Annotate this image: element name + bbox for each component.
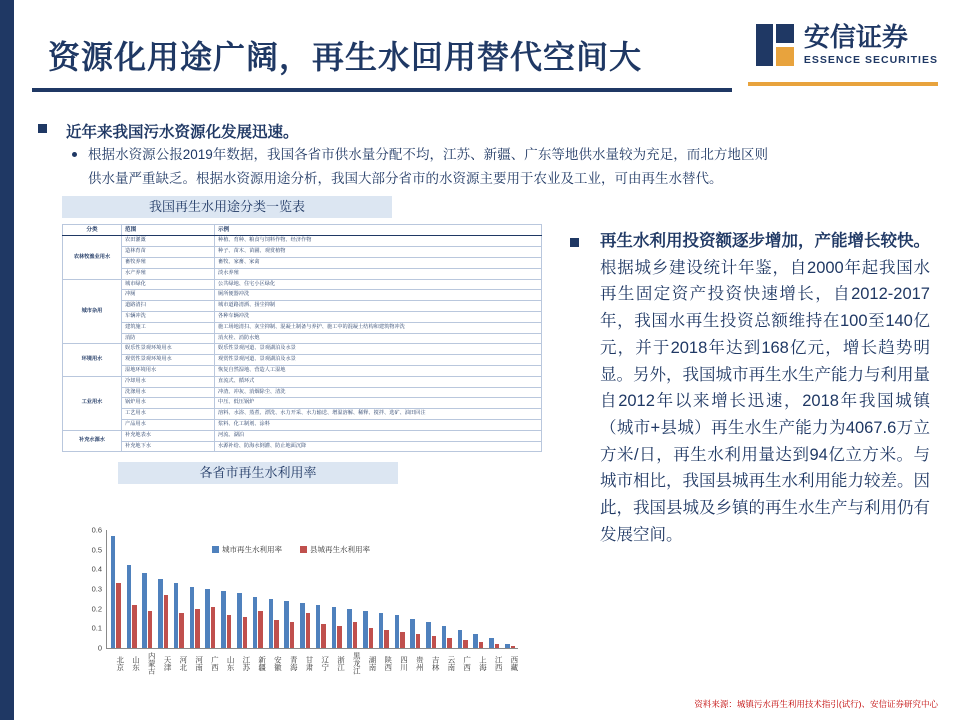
chart-bar-city — [284, 601, 289, 648]
table-cell-example: 水源补给、防海水倒灌、防止地面沉降 — [215, 441, 542, 452]
table-cell-use: 冲厕 — [122, 290, 215, 301]
table-cell-use: 道路清扫 — [122, 301, 215, 312]
chart-bar-group — [155, 530, 171, 648]
chart-bar-group — [360, 530, 376, 648]
table-cell-use: 湿地环境用水 — [122, 365, 215, 376]
table-cell-example: 恢复自然湿地、营造人工湿地 — [215, 365, 542, 376]
chart-bar-county — [195, 609, 200, 648]
chart-y-axis — [62, 525, 106, 653]
chart-bar-group — [502, 530, 518, 648]
legend-item-city: 城市再生水利用率 — [212, 544, 282, 555]
table-cell-example: 消火栓、消防水炮 — [215, 333, 542, 344]
table-cell-example: 畜牧、家畜、家禽 — [215, 257, 542, 268]
chart-bar-city — [410, 619, 415, 649]
chart-bar-group — [187, 530, 203, 648]
brand-logo — [756, 24, 938, 66]
chart-x-tick: 黑龙江 — [352, 652, 362, 675]
table-cell-category: 补充水源水 — [63, 430, 122, 452]
table-cell-category: 农林牧渔业用水 — [63, 236, 122, 279]
chart-x-tick: 湖南 — [368, 655, 378, 671]
chart-x-tick: 青海 — [289, 655, 299, 671]
chart-bar-county — [211, 607, 216, 648]
chart-bar-city — [442, 626, 447, 648]
table-cell-example: 娱乐性景观河道、景观湖泊及水景 — [215, 344, 542, 355]
chart-x-tick: 广西 — [210, 655, 220, 671]
chart-x-tick: 河北 — [178, 655, 188, 671]
table-row — [63, 333, 542, 344]
table-cell-use: 车辆冲洗 — [122, 311, 215, 322]
table-row — [63, 430, 542, 441]
chart-bar-group — [439, 530, 455, 648]
table-cell-example: 公共绿地、住宅小区绿化 — [215, 279, 542, 290]
table-cell-use: 锅炉用水 — [122, 398, 215, 409]
chart-y-tick: 0.1 — [91, 623, 102, 633]
table-cell-use: 水产养殖 — [122, 268, 215, 279]
table-cell-use: 补充地表水 — [122, 430, 215, 441]
chart-x-tick: 江苏 — [241, 655, 251, 671]
chart-bar-city — [489, 638, 494, 648]
chart-bar-city — [158, 579, 163, 648]
chart-x-tick: 天津 — [163, 655, 173, 671]
table-cell-example: 淡水养殖 — [215, 268, 542, 279]
chart-x-tick: 新疆 — [257, 655, 267, 671]
table-row — [63, 441, 542, 452]
table-cell-example: 溶料、水浴、蒸煮、漂洗、水力开采、水力输送、增温溶解、稀释、搅拌、选矿、油田回注 — [215, 409, 542, 420]
bullet-level2-text: 根据水资源公报2019年数据，我国各省市供水量分配不均，江苏、新疆、广东等地供水量较为充足，而北方地区则供水量严重缺乏。根据水资源用途分析，我国大部分省市的水资源主要用于农业及工业，可由再生水替代。 — [88, 147, 768, 186]
chart-y-tick: 0.6 — [91, 525, 102, 535]
chart-bar-county — [258, 611, 263, 648]
table-row — [63, 398, 542, 409]
chart-bar-group — [108, 530, 124, 648]
table-cell-category: 城市杂用 — [63, 279, 122, 344]
table-cell-example: 种子、苗木、苗圃、观赏植物 — [215, 247, 542, 258]
reuse-rate-chart — [62, 520, 542, 695]
table-cell-example: 种植、育种、粮食与饲料作物、经济作物 — [215, 236, 542, 247]
table-cell-example: 浆料、化工制剂、涂料 — [215, 419, 542, 430]
table-row — [63, 344, 542, 355]
chart-x-tick: 江西 — [494, 655, 504, 671]
right-paragraph-lead: 再生水利用投资额逐步增加，产能增长较快。 — [600, 232, 930, 250]
table-cell-example: 河流、湖泊 — [215, 430, 542, 441]
chart-bar-group — [266, 530, 282, 648]
chart-bar-county — [132, 605, 137, 648]
chart-x-tick: 北京 — [115, 655, 125, 671]
chart-bar-group — [408, 530, 424, 648]
chart-bar-group — [344, 530, 360, 648]
table-cell-use: 农田灌溉 — [122, 236, 215, 247]
table-cell-example: 施工场地清扫、灰尘抑制、混凝土制备与养护、施工中的混凝土结构和建筑物冲洗 — [215, 322, 542, 333]
table-row — [63, 365, 542, 376]
table-row — [63, 236, 542, 247]
table-cell-use: 造林育苗 — [122, 247, 215, 258]
chart-bar-county — [495, 644, 500, 648]
table-cell-category: 环境用水 — [63, 344, 122, 376]
chart-x-tick: 陕西 — [383, 655, 393, 671]
chart-bar-group — [313, 530, 329, 648]
chart-y-tick: 0 — [97, 643, 102, 653]
table-cell-use: 观赏性景观环境用水 — [122, 355, 215, 366]
chart-bar-county — [447, 638, 452, 648]
chart-bar-city — [300, 603, 305, 648]
chart-bar-county — [400, 632, 405, 648]
chart-bar-group — [297, 530, 313, 648]
chart-bar-county — [416, 634, 421, 648]
chart-bar-city — [127, 565, 132, 648]
chart-bar-city — [379, 613, 384, 648]
chart-bar-group — [486, 530, 502, 648]
table-cell-use: 产品用水 — [122, 419, 215, 430]
chart-bar-group — [329, 530, 345, 648]
chart-bar-city — [347, 609, 352, 648]
chart-bar-county — [116, 583, 121, 648]
chart-x-tick: 四川 — [399, 655, 409, 671]
logo-name-en: ESSENCE SECURITIES — [803, 53, 938, 66]
chart-bar-county — [432, 636, 437, 648]
chart-bar-city — [395, 615, 400, 648]
table-cell-category: 工业用水 — [63, 376, 122, 430]
chart-bar-city — [237, 593, 242, 648]
chart-bar-group — [203, 530, 219, 648]
table-row — [63, 268, 542, 279]
chart-x-tick: 云南 — [446, 655, 456, 671]
chart-bar-group — [124, 530, 140, 648]
chart-x-tick: 广西 — [462, 655, 472, 671]
chart-bar-county — [321, 624, 326, 648]
chart-bar-county — [369, 628, 374, 648]
chart-x-tick: 西藏 — [509, 655, 519, 671]
table-cell-example: 中压、低压锅炉 — [215, 398, 542, 409]
chart-bar-city — [205, 589, 210, 648]
table-row — [63, 279, 542, 290]
table-cell-use: 建筑施工 — [122, 322, 215, 333]
chart-y-axis-line — [106, 530, 107, 648]
logo-name-cn: 安信证券 — [803, 22, 908, 53]
reclaimed-water-use-table — [62, 224, 542, 452]
right-paragraph-body: 根据城乡建设统计年鉴，自2000年起我国水再生固定资产投资快速增长，自2012-2017年，我国水再生投资总额维持在100至140亿元，并于2018年达到168亿元，增长趋势明显。另外，我国城市再生水生产能力与利用量自2012年以来增长迅速，2018年我国城镇（城市+县城）再生水生产能力为4067.6万立方米/日，再生水利用量达到94亿立方米。与城市相比，我国县城再生水利用能力较差。因此，我国县城及乡镇的再生水生产与利用仍有发展空间。 — [600, 258, 930, 544]
left-accent-bar — [0, 0, 14, 720]
chart-bar-city — [332, 607, 337, 648]
table-header-row — [63, 225, 542, 236]
chart-x-tick: 甘肃 — [304, 655, 314, 671]
chart-bar-city — [363, 611, 368, 648]
chart-bar-group — [281, 530, 297, 648]
chart-bar-group — [218, 530, 234, 648]
chart-bar-city — [426, 622, 431, 648]
table-row — [63, 301, 542, 312]
chart-bar-group — [392, 530, 408, 648]
chart-bar-city — [221, 591, 226, 648]
right-paragraph — [600, 228, 930, 549]
chart-bar-group — [250, 530, 266, 648]
table-cell-use: 畜牧养殖 — [122, 257, 215, 268]
chart-bar-county — [306, 613, 311, 648]
chart-bar-city — [174, 583, 179, 648]
chart-x-tick: 辽宁 — [320, 655, 330, 671]
table-caption: 我国再生水用途分类一览表 — [62, 196, 392, 218]
chart-bar-county — [227, 615, 232, 648]
table-cell-example: 厕所便器冲洗 — [215, 290, 542, 301]
chart-x-tick: 上海 — [478, 655, 488, 671]
chart-x-tick: 贵州 — [415, 655, 425, 671]
chart-bar-city — [111, 536, 116, 648]
table-row — [63, 322, 542, 333]
chart-x-tick: 安徽 — [273, 655, 283, 671]
chart-y-tick: 0.2 — [91, 604, 102, 614]
chart-plot-area — [108, 530, 518, 648]
chart-x-axis-line — [106, 648, 518, 649]
chart-bar-city — [190, 587, 195, 648]
bullet-square-icon-right — [570, 238, 579, 247]
header-divider — [32, 88, 732, 92]
chart-bar-county — [164, 595, 169, 648]
bullet-level1-text: 近年来我国污水资源化发展迅速。 — [66, 124, 299, 141]
chart-y-tick: 0.5 — [91, 545, 102, 555]
chart-bar-county — [179, 613, 184, 648]
chart-x-tick: 浙江 — [336, 655, 346, 671]
logo-underline — [748, 82, 938, 86]
chart-x-tick: 山东 — [131, 655, 141, 671]
source-note: 资料来源：城镇污水再生利用技术指引(试行)、安信证券研究中心 — [694, 699, 938, 709]
table-cell-use: 消防 — [122, 333, 215, 344]
chart-x-tick: 山东 — [226, 655, 236, 671]
chart-bar-county — [511, 646, 516, 648]
logo-mark-icon — [756, 24, 794, 66]
bullet-square-icon — [38, 124, 47, 133]
table-cell-use: 娱乐性景观环境用水 — [122, 344, 215, 355]
chart-caption: 各省市再生水利用率 — [118, 462, 398, 484]
table-cell-use: 洗涤用水 — [122, 387, 215, 398]
chart-bar-group — [171, 530, 187, 648]
table-row — [63, 257, 542, 268]
chart-y-tick: 0.4 — [91, 564, 102, 574]
table-row — [63, 387, 542, 398]
table-row — [63, 409, 542, 420]
table-row — [63, 376, 542, 387]
chart-bar-city — [458, 630, 463, 648]
chart-bar-city — [142, 573, 147, 648]
chart-bar-group — [455, 530, 471, 648]
chart-bar-county — [243, 617, 248, 648]
table-cell-use: 补充地下水 — [122, 441, 215, 452]
chart-x-tick: 内蒙古 — [147, 652, 157, 675]
chart-x-tick: 河南 — [194, 655, 204, 671]
table-cell-use: 城市绿化 — [122, 279, 215, 290]
table-cell-example: 城市道路清洒、扬尘抑制 — [215, 301, 542, 312]
chart-bar-city — [505, 644, 510, 648]
chart-bar-group — [423, 530, 439, 648]
chart-bar-county — [274, 620, 279, 648]
table-cell-example: 直流式、循环式 — [215, 376, 542, 387]
chart-bar-city — [253, 597, 258, 648]
chart-bar-county — [148, 611, 153, 648]
chart-bar-group — [376, 530, 392, 648]
table-row — [63, 311, 542, 322]
table-cell-example: 各种车辆冲洗 — [215, 311, 542, 322]
chart-x-tick: 吉林 — [431, 655, 441, 671]
chart-bar-county — [479, 642, 484, 648]
table-row — [63, 355, 542, 366]
chart-bar-county — [290, 622, 295, 648]
chart-bar-county — [384, 630, 389, 648]
chart-bar-county — [337, 626, 342, 648]
bullet-dot-icon — [72, 152, 77, 157]
table-row — [63, 247, 542, 258]
chart-bar-county — [463, 640, 468, 648]
chart-bar-group — [140, 530, 156, 648]
table-cell-example: 冲渣、冲灰、消烟除尘、清洗 — [215, 387, 542, 398]
chart-bar-group — [471, 530, 487, 648]
table-cell-use: 工艺用水 — [122, 409, 215, 420]
table-header-use: 范围 — [122, 225, 215, 236]
chart-x-axis-labels — [108, 652, 518, 675]
table-cell-example: 观赏性景观河道、景观湖泊及水景 — [215, 355, 542, 366]
chart-bar-group — [234, 530, 250, 648]
chart-bar-county — [353, 622, 358, 648]
table-header-example: 示例 — [215, 225, 542, 236]
table-row — [63, 290, 542, 301]
chart-bar-city — [269, 599, 274, 648]
legend-item-county: 县城再生水利用率 — [300, 544, 370, 555]
chart-bar-city — [316, 605, 321, 648]
table-header-cat: 分类 — [63, 225, 122, 236]
table-cell-use: 冷却用水 — [122, 376, 215, 387]
chart-bar-city — [473, 634, 478, 648]
chart-y-tick: 0.3 — [91, 584, 102, 594]
table-row — [63, 419, 542, 430]
page-title: 资源化用途广阔，再生水回用替代空间大 — [48, 39, 643, 75]
